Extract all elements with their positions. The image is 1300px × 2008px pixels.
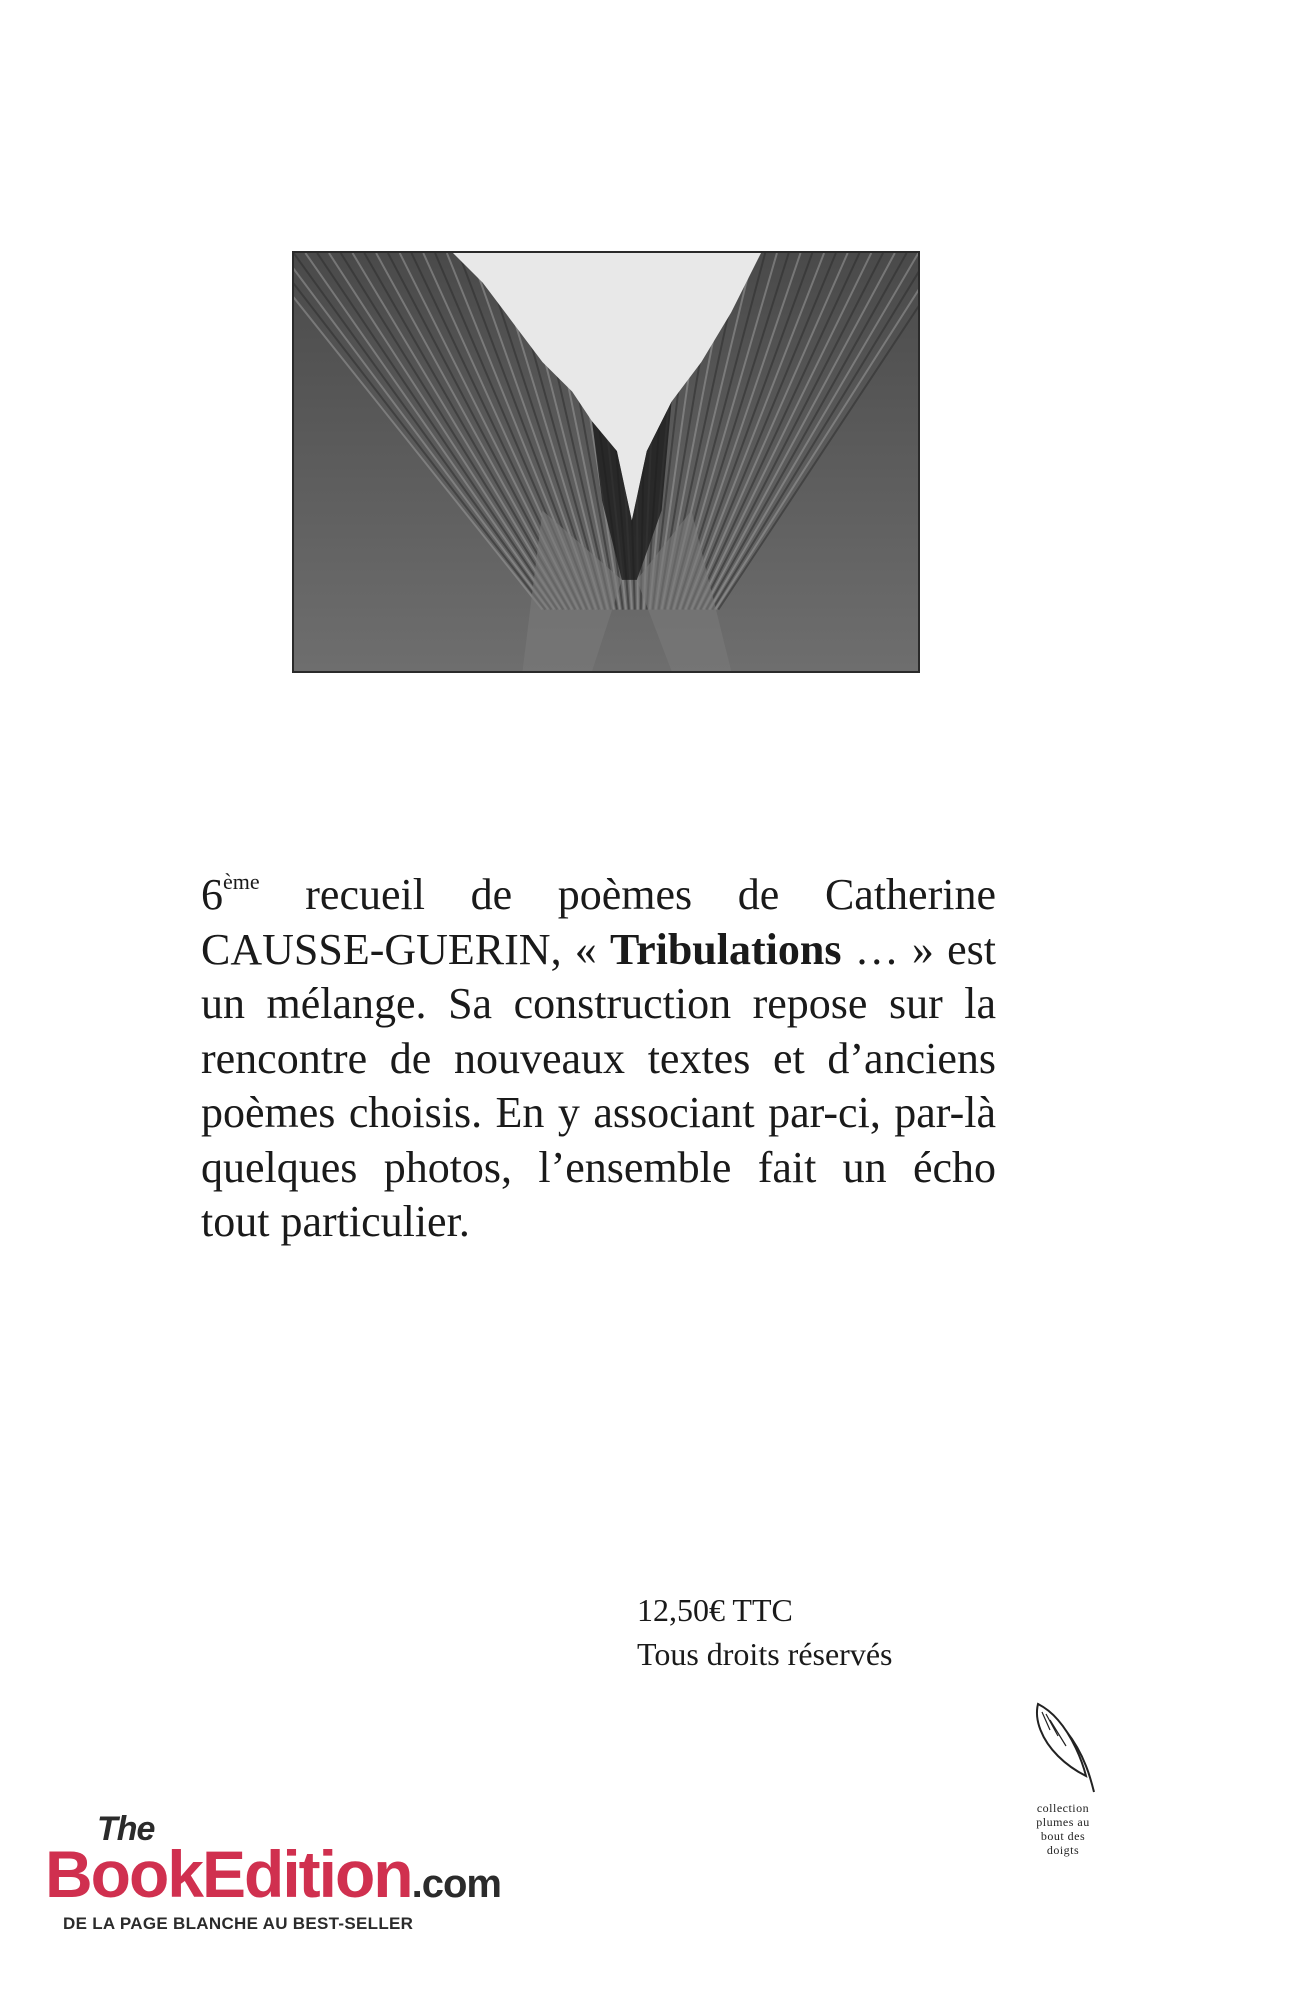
collection-logo	[1018, 1700, 1108, 1857]
back-cover-blurb	[201, 868, 996, 1250]
price-block	[637, 1588, 892, 1676]
price: 12,50€ TTC	[637, 1592, 793, 1628]
ordinal-number: 6	[201, 870, 223, 919]
ordinal-suffix: ème	[223, 869, 260, 894]
book-title: Tribulations	[610, 924, 842, 974]
collection-label: collection plumes au bout des doigts	[1036, 1801, 1090, 1857]
publisher-name: BookEdition	[45, 1837, 412, 1911]
publisher-domain: .com	[411, 1862, 501, 1906]
blurb-text-part1: recueil de poèmes de Catherine CAUSSE-GUERIN, «	[201, 870, 996, 974]
publisher-prefix: The	[97, 1810, 155, 1848]
publisher-tagline: DE LA PAGE BLANCHE AU BEST-SELLER	[63, 1914, 414, 1933]
feather-photo-image	[294, 253, 918, 671]
cover-photo	[292, 251, 920, 673]
publisher-wordmark	[45, 1834, 501, 1924]
rights-notice: Tous droits réservés	[637, 1636, 893, 1672]
quill-feather-icon	[1028, 1700, 1098, 1796]
blurb-text-part2: … » est un mélange. Sa construction repose sur la rencontre de nouveaux textes et d’anciens poèmes choisis. En y associant par-ci, par-là quelques photos, l’ensemble fait un écho tout particulier.	[201, 924, 996, 1246]
